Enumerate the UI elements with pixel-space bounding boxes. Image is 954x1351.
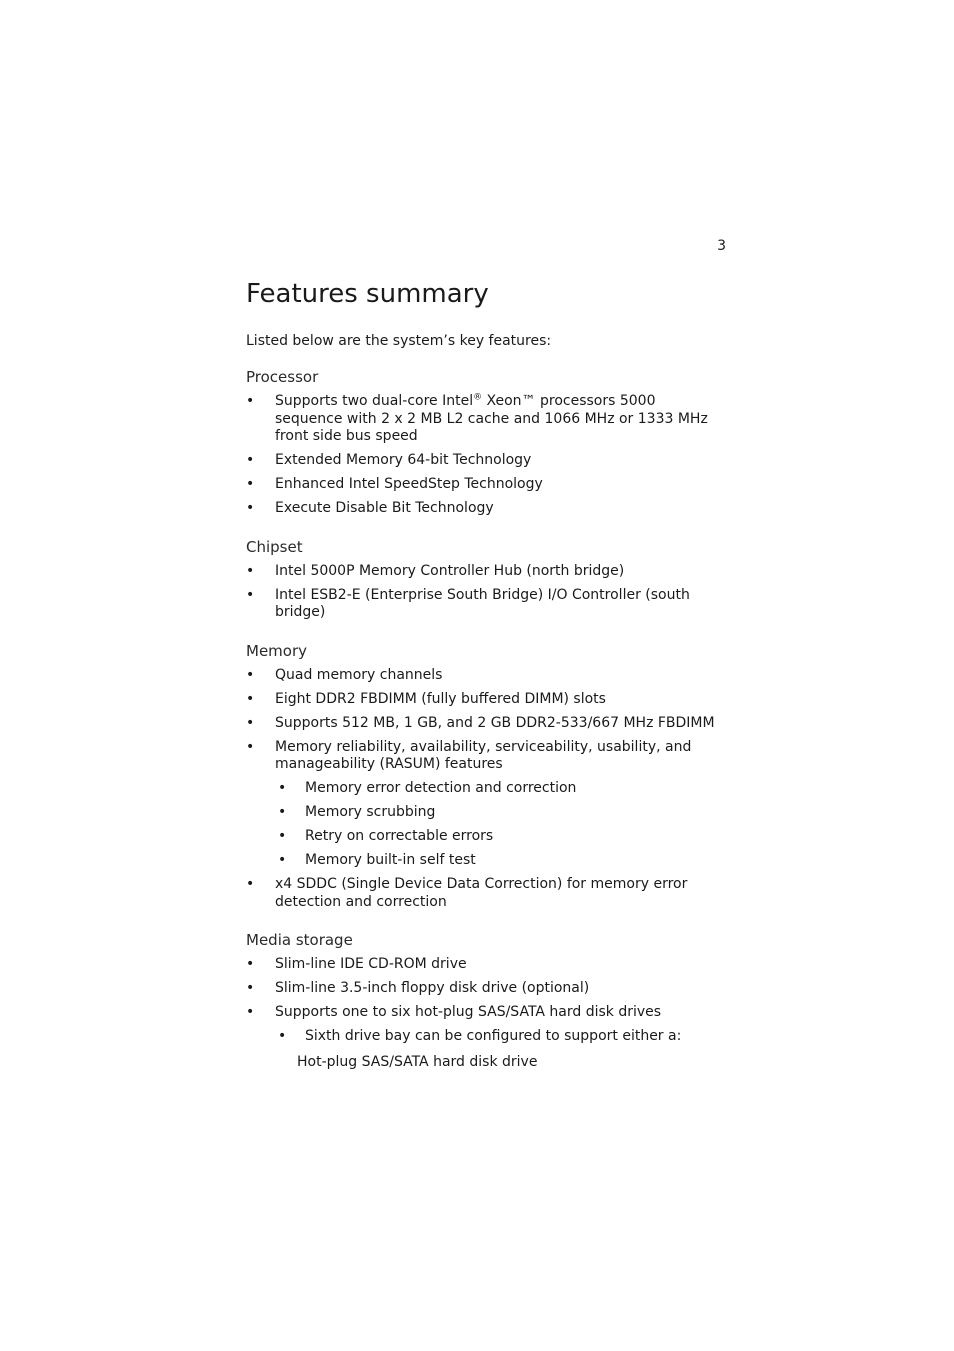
rasum-sublist [275, 780, 726, 870]
processor-list [246, 393, 726, 518]
memory-heading: Memory [246, 641, 308, 660]
chipset-section [246, 537, 726, 622]
processor-item-em64t: • Extended Memory 64-bit Technology [246, 452, 726, 470]
processor-item-text-a: Supports two dual-core Intel [275, 393, 474, 409]
page-title: Features summary [246, 279, 489, 309]
media-item-hard-disks-text: Supports one to six hot-plug SAS/SATA hard disk drives [275, 1004, 662, 1020]
page-number: 3 [717, 238, 726, 254]
rasum-subitem-retry: • Retry on correctable errors [275, 828, 726, 846]
processor-section [246, 367, 726, 518]
memory-item-rasum-text: Memory reliability, availability, serviceability, usability, and manageability (RASUM) features [275, 738, 692, 772]
chipset-list [246, 563, 726, 622]
media-item-hard-disks [246, 1004, 726, 1046]
page-content [246, 276, 726, 1071]
memory-list [246, 667, 726, 912]
memory-item-sddc: • x4 SDDC (Single Device Data Correction) for memory error detection and correction [246, 876, 726, 911]
processor-item-text-b: Xeon™ processors 5000 sequence with 2 x 2 MB L2 cache and 1066 MHz or 1333 MHz front side bus speed [275, 393, 708, 444]
rasum-subitem-error-detection: • Memory error detection and correction [275, 780, 726, 798]
memory-item-channels: • Quad memory channels [246, 667, 726, 685]
media-item-floppy: • Slim-line 3.5-inch floppy disk drive (optional) [246, 980, 726, 998]
media-item-cd-rom: • Slim-line IDE CD-ROM drive [246, 956, 726, 974]
processor-item-dual-core [246, 393, 726, 446]
media-sublist [275, 1028, 726, 1046]
media-sub-note: Hot-plug SAS/SATA hard disk drive [297, 1053, 538, 1070]
registered-mark: ® [473, 392, 483, 403]
chipset-heading: Chipset [246, 537, 303, 556]
chipset-item-south-bridge: • Intel ESB2-E (Enterprise South Bridge) I/O Controller (south bridge) [246, 587, 726, 622]
processor-item-execute-disable: • Execute Disable Bit Technology [246, 500, 726, 518]
rasum-subitem-scrubbing: • Memory scrubbing [275, 804, 726, 822]
memory-item-slots: • Eight DDR2 FBDIMM (fully buffered DIMM) slots [246, 691, 726, 709]
chipset-item-north-bridge: • Intel 5000P Memory Controller Hub (north bridge) [246, 563, 726, 581]
media-subitem-sixth-bay: • Sixth drive bay can be configured to support either a: [275, 1028, 726, 1046]
processor-heading: Processor [246, 368, 319, 386]
memory-item-capacity: • Supports 512 MB, 1 GB, and 2 GB DDR2-533/667 MHz FBDIMM [246, 715, 726, 733]
media-storage-section [246, 930, 726, 1071]
processor-item-speedstep: • Enhanced Intel SpeedStep Technology [246, 476, 726, 494]
intro-text: Listed below are the system’s key features: [246, 333, 552, 349]
rasum-subitem-self-test: • Memory built-in self test [275, 852, 726, 870]
memory-item-rasum [246, 739, 726, 870]
memory-section [246, 641, 726, 912]
media-storage-list [246, 956, 726, 1046]
media-storage-heading: Media storage [246, 931, 353, 949]
